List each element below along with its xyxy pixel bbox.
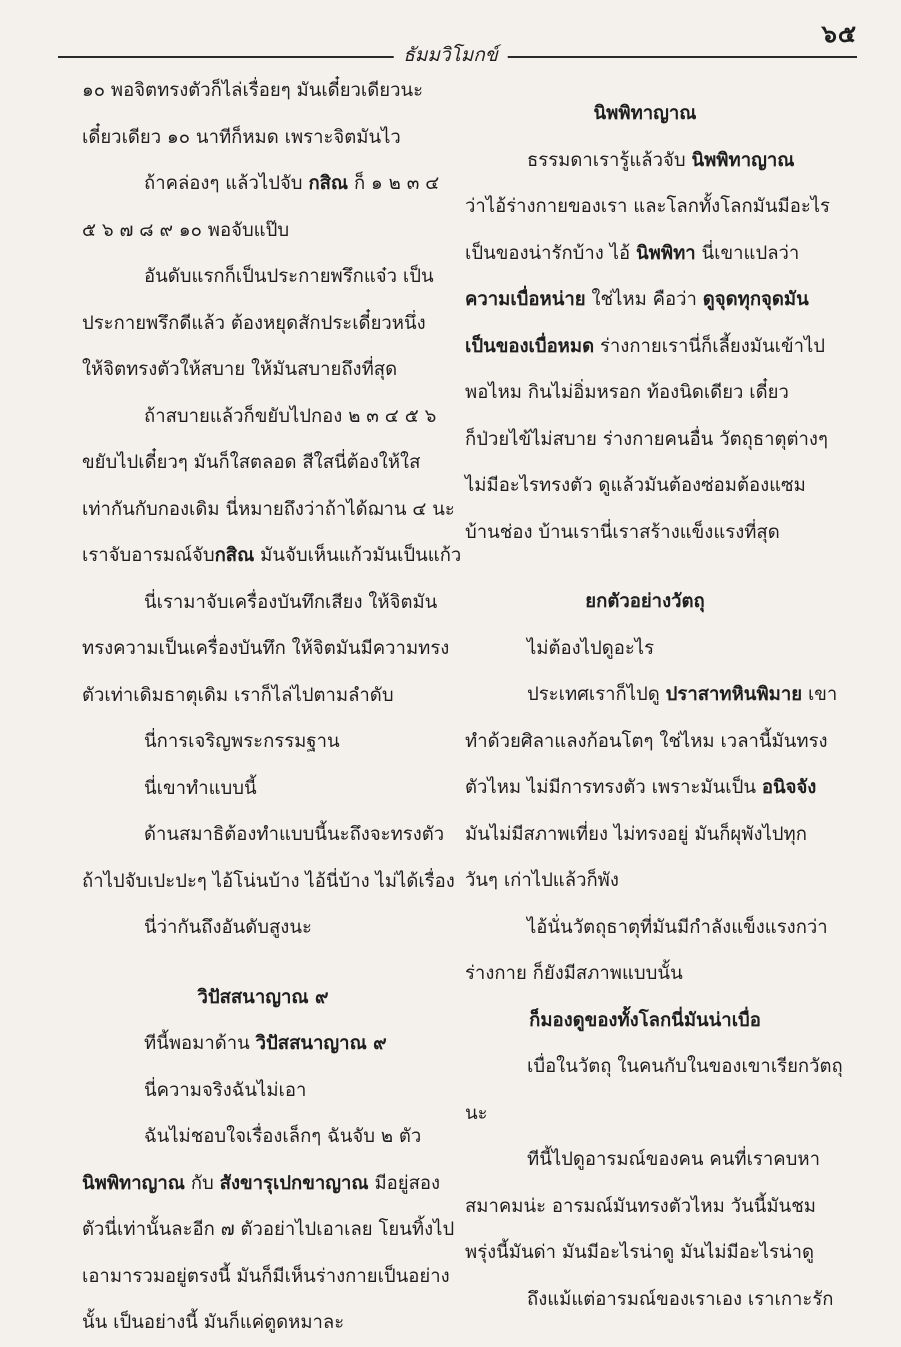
text-line: พอไหม กินไม่อิ่มหรอก ท้องนิดเดียว เดี๋ยว [465,382,789,403]
text-line: นี่ความจริงฉันไม่เอา [144,1079,307,1101]
text-line: เดี๋ยวเดียว ๑๐ นาทีก็หมด เพราะจิตมันไว [82,126,401,148]
text-line: นั้น เป็นอย่างนี้ มันก็แค่ตูดหมาละ [82,1312,345,1333]
text-line: ขยับไปเดี๋ยวๆ มันก็ใสตลอด สีใสนี่ต้องให้ใส [82,452,421,473]
text-line: นะ [465,1102,488,1124]
text-line: อันดับแรกก็เป็นประกายพรึกแจ๋ว เป็น [144,266,434,287]
text-line: ประเทศเราก็ไปดู ปราสาทหินพิมาย เขา [527,684,838,705]
text-line [465,556,825,579]
text-line [465,68,825,91]
text-line: เราจับอารมณ์จับกสิณ มันจับเห็นแก้วมันเป็นแก้ว [82,545,462,566]
text-line: ไอ้นั่นวัตถุธาตุที่มันมีกำลังแข็งแรงกว่า [527,916,828,938]
text-line: วันๆ เก่าไปแล้วก็พัง [465,870,619,891]
text-line: ก็ป่วยไข้ไม่สบาย ร่างกายคนอื่น วัตถุธาตุต่างๆ [465,428,828,450]
text-line: ตัวนี่เท่านั้นละอีก ๗ ตัวอย่าไปเอาเลย โยนทิ้งไป [82,1219,455,1240]
text-line: เป็นของเบื่อหมด ร่างกายเรานี่ก็เลี้ยงมันเข้าไป [465,335,826,357]
text-line: เบื่อในวัตถุ ในคนกับในของเขาเรียกวัตถุ [527,1056,843,1077]
text-line: ประกายพรึกดีแล้ว ต้องหยุดสักประเดี๋ยวหนึ่ง [82,312,426,334]
text-line: ตัวเท่าเดิมธาตุเดิม เราก็ไล่ไปตามลำดับ [82,684,394,706]
text-line: ถ้าไปจับเปะปะๆ ไอ้โน่นบ้าง ไอ้นี่บ้าง ไม่ได้เรื่อง [82,870,455,892]
text-line: เป็นของน่ารักบ้าง ไอ้ นิพพิทา นี่เขาแปลว่า [465,242,800,264]
text-line: ความเบื่อหน่าย ใช่ไหม คือว่า ดูจุดทุกจุดมัน [465,289,809,310]
text-line: นี่ว่ากันถึงอันดับสูงนะ [144,917,312,938]
section-heading: ยกตัวอย่างวัตถุ [585,591,705,612]
text-line: ร่างกาย ก็ยังมีสภาพแบบนั้น [465,963,683,984]
text-line: ถ้าคล่องๆ แล้วไปจับ กสิณ ก็ ๑ ๒ ๓ ๔ [144,173,440,194]
section-heading: ก็มองดูของทั้งโลกนี่มันน่าเบื่อ [529,1009,761,1031]
text-line: ทำด้วยศิลาแลงก้อนโตๆ ใช่ไหม เวลานี้มันทรง [465,730,828,752]
text-line: ทีนี้ไปดูอารมณ์ของคน คนที่เราคบหา [527,1149,820,1170]
text-line: ให้จิตทรงตัวให้สบาย ให้มันสบายถึงที่สุด [82,359,398,380]
text-line: สมาคมน่ะ อารมณ์มันทรงตัวไหม วันนี้มันชม [465,1195,816,1217]
left-text-column [82,68,462,1347]
text-line: ฉันไม่ชอบใจเรื่องเล็กๆ ฉันจับ ๒ ตัว [144,1126,422,1147]
text-line: พรุ่งนี้มันด่า มันมีอะไรน่าดู มันไม่มีอะไรน่าดู [465,1242,815,1263]
text-line: เอามารวมอยู่ตรงนี้ มันก็มีเห็นร่างกายเป็นอย่าง [82,1265,450,1287]
text-line: นี่เขาทำแบบนี้ [144,777,257,799]
text-line: ถ้าสบายแล้วก็ขยับไปกอง ๒ ๓ ๔ ๕ ๖ [144,405,437,427]
text-line: ไม่ต้องไปดูอะไร [527,637,655,659]
text-line: นี่การเจริญพระกรรมฐาน [144,731,340,752]
text-line: ว่าไอ้ร่างกายของเรา และโลกทั้งโลกมันมีอะไร [465,196,830,217]
text-line: เท่ากันกับกองเดิม นี่หมายถึงว่าถ้าได้ฌาน ๔ นะ [82,498,455,520]
section-heading: นิพพิทาญาณ [593,103,697,124]
text-line [82,952,444,975]
text-line: ด้านสมาธิต้องทำแบบนี้นะถึงจะทรงตัว [144,824,445,845]
running-header-title: ธัมมวิโมกข์ [393,40,508,70]
text-line: ๑๐ พอจิตทรงตัวก็ไล่เรื่อยๆ มันเดี๋ยวเดียวนะ [82,80,424,101]
text-line: ทีนี้พอมาด้าน วิปัสสนาญาณ ๙ [144,1033,387,1054]
section-heading: วิปัสสนาญาณ ๙ [197,986,329,1008]
text-line: ธรรมดาเรารู้แล้วจับ นิพพิทาญาณ [527,149,795,171]
text-line: ตัวไหม ไม่มีการทรงตัว เพราะมันเป็น อนิจจัง [465,777,817,798]
text-line: มันไม่มีสภาพเที่ยง ไม่ทรงอยู่ มันก็ผุพังไปทุก [465,823,807,845]
text-line: นิพพิทาญาณ กับ สังขารุเปกขาญาณ มีอยู่สอง [82,1172,441,1194]
text-line: ๕ ๖ ๗ ๘ ๙ ๑๐ พอจับแป๊บ [82,219,290,241]
text-line: ไม่มีอะไรทรงตัว ดูแล้วมันต้องซ่อมต้องแซม [465,475,806,496]
text-line: นี่เรามาจับเครื่องบันทึกเสียง ให้จิตมัน [144,591,438,613]
text-line: ทรงความเป็นเครื่องบันทึก ให้จิตมันมีความทรง [82,638,450,659]
text-line: บ้านช่อง บ้านเรานี่เราสร้างแข็งแรงที่สุด [465,521,780,543]
text-line: ถึงแม้แต่อารมณ์ของเราเอง เราเกาะรัก [527,1288,834,1310]
page-number: ๖๕ [821,19,857,48]
right-text-column [465,68,843,1323]
